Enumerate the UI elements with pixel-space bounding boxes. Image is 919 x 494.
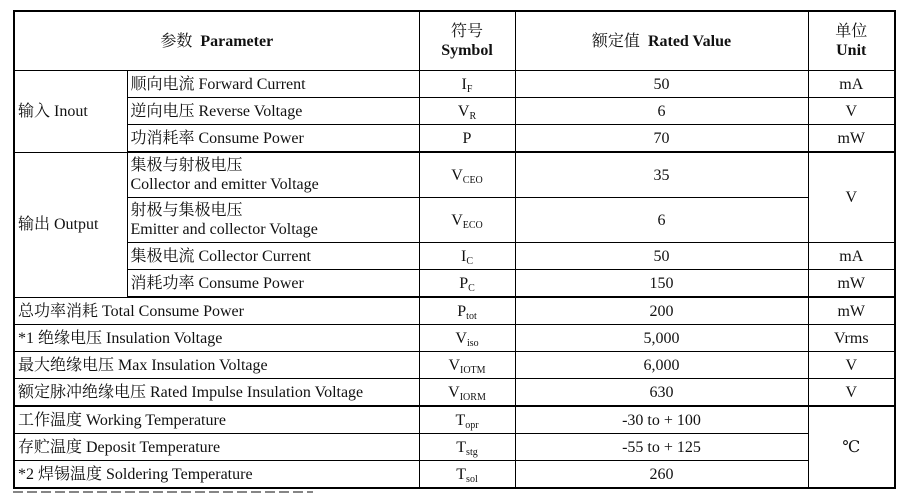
header-rated-cn: 额定值 xyxy=(591,32,640,50)
unit-cell: Vrms xyxy=(808,325,895,352)
param-en: Emitter and collector Voltage xyxy=(130,221,318,238)
unit-cell: V xyxy=(808,379,895,407)
unit-cell: ℃ xyxy=(808,406,895,488)
header-symbol-en: Symbol xyxy=(441,42,493,59)
value-cell: 35 xyxy=(515,152,808,198)
param-cn: 射极与集极电压 xyxy=(130,202,243,219)
ratings-table-container xyxy=(13,10,896,489)
table-row xyxy=(14,434,895,461)
table-row xyxy=(14,406,895,434)
header-rated-value xyxy=(515,11,808,71)
group-input-label: 输入 Inout xyxy=(14,71,127,153)
header-symbol xyxy=(419,11,515,71)
header-unit xyxy=(808,11,895,71)
cut-off-footnote-line xyxy=(13,488,313,494)
header-unit-en: Unit xyxy=(836,42,867,59)
table-row xyxy=(14,198,895,243)
symbol-cell: $V_{IORM}$ xyxy=(419,379,515,407)
header-parameter-en: Parameter xyxy=(200,32,274,50)
symbol-cell: $V_{CEO}$ xyxy=(419,152,515,198)
absolute-maximum-ratings-table xyxy=(13,10,896,489)
value-cell: 70 xyxy=(515,125,808,153)
value-cell: -55 to + 125 xyxy=(515,434,808,461)
header-row xyxy=(14,11,895,71)
value-cell: 50 xyxy=(515,243,808,270)
param-cell: 工作温度 Working Temperature xyxy=(14,406,419,434)
table-row xyxy=(14,270,895,298)
symbol-cell: $V_{iso}$ xyxy=(419,325,515,352)
symbol-cell: $V_{ECO}$ xyxy=(419,198,515,243)
unit-cell: V xyxy=(808,98,895,125)
symbol-cell: $P_C$ xyxy=(419,270,515,298)
header-unit-cn: 单位 xyxy=(835,23,868,40)
table-row xyxy=(14,98,895,125)
value-cell: 260 xyxy=(515,461,808,489)
symbol-cell: $T_{stg}$ xyxy=(419,434,515,461)
param-cell: 消耗功率 Consume Power xyxy=(127,270,419,298)
table-row xyxy=(14,352,895,379)
unit-cell: V xyxy=(808,352,895,379)
symbol-cell: $P_{tot}$ xyxy=(419,297,515,325)
table-row xyxy=(14,461,895,489)
header-parameter-cn: 参数 xyxy=(160,32,193,50)
value-cell: 6 xyxy=(515,98,808,125)
param-cell: 功消耗率 Consume Power xyxy=(127,125,419,153)
param-cell: 额定脉冲绝缘电压 Rated Impulse Insulation Voltage xyxy=(14,379,419,407)
param-cell: *1 绝缘电压 Insulation Voltage xyxy=(14,325,419,352)
symbol-cell: $V_R$ xyxy=(419,98,515,125)
symbol-cell: $I_F$ xyxy=(419,71,515,98)
param-cn: 集极与射极电压 xyxy=(130,157,243,174)
header-rated-en: Rated Value xyxy=(647,32,732,50)
symbol-cell: $I_C$ xyxy=(419,243,515,270)
param-cell xyxy=(127,152,419,198)
value-cell: 200 xyxy=(515,297,808,325)
header-parameter xyxy=(14,11,419,71)
param-cell: 最大绝缘电压 Max Insulation Voltage xyxy=(14,352,419,379)
unit-cell: mW xyxy=(808,270,895,298)
table-row xyxy=(14,379,895,407)
symbol-cell: P xyxy=(419,125,515,153)
group-output-label: 输出 Output xyxy=(14,152,127,297)
param-cell: 集极电流 Collector Current xyxy=(127,243,419,270)
param-cell: 顺向电流 Forward Current xyxy=(127,71,419,98)
table-row xyxy=(14,125,895,153)
unit-cell: mA xyxy=(808,71,895,98)
unit-cell: mW xyxy=(808,125,895,153)
table-row xyxy=(14,152,895,198)
table-row xyxy=(14,325,895,352)
header-symbol-cn: 符号 xyxy=(450,23,483,40)
symbol-cell: $T_{opr}$ xyxy=(419,406,515,434)
table-row xyxy=(14,297,895,325)
param-cell: 总功率消耗 Total Consume Power xyxy=(14,297,419,325)
value-cell: 6,000 xyxy=(515,352,808,379)
unit-cell: mA xyxy=(808,243,895,270)
param-cell: *2 焊锡温度 Soldering Temperature xyxy=(14,461,419,489)
value-cell: 6 xyxy=(515,198,808,243)
value-cell: 630 xyxy=(515,379,808,407)
value-cell: 5,000 xyxy=(515,325,808,352)
symbol-cell: $T_{sol}$ xyxy=(419,461,515,489)
value-cell: 50 xyxy=(515,71,808,98)
value-cell: -30 to + 100 xyxy=(515,406,808,434)
symbol-cell: $V_{IOTM}$ xyxy=(419,352,515,379)
param-en: Collector and emitter Voltage xyxy=(130,176,319,193)
unit-cell: V xyxy=(808,152,895,243)
param-cell xyxy=(127,198,419,243)
table-row xyxy=(14,71,895,98)
param-cell: 逆向电压 Reverse Voltage xyxy=(127,98,419,125)
unit-cell: mW xyxy=(808,297,895,325)
table-row xyxy=(14,243,895,270)
value-cell: 150 xyxy=(515,270,808,298)
param-cell: 存贮温度 Deposit Temperature xyxy=(14,434,419,461)
